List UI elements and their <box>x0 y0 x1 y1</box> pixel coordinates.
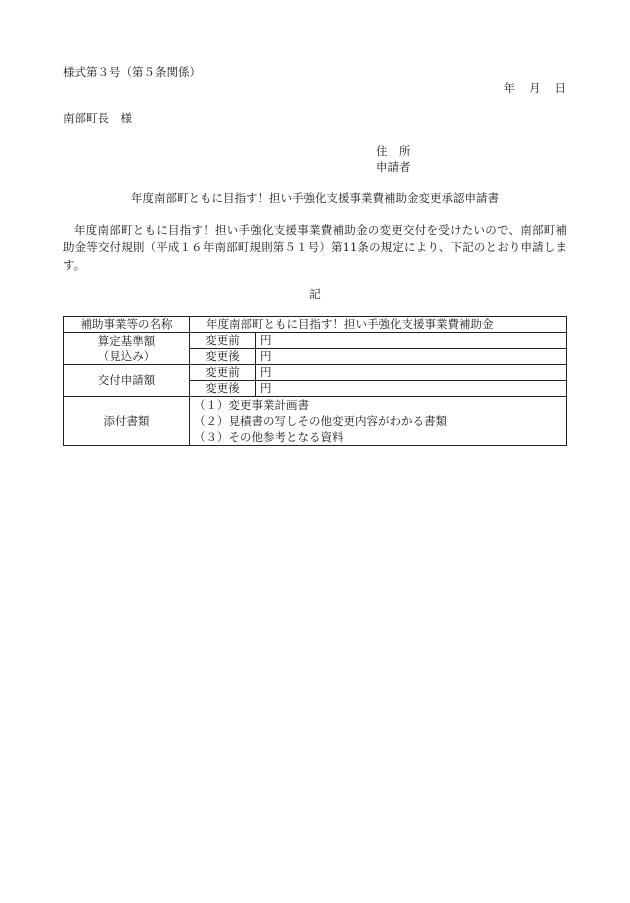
attachment-item: （３）その他参考となる資料 <box>194 430 344 444</box>
date-line <box>490 80 567 97</box>
standard-before-value: 円 <box>256 333 567 349</box>
project-name-label: 補助事業等の名称 <box>64 317 190 333</box>
applicant-label: 申請者 <box>376 160 411 174</box>
grant-after-label: 変更後 <box>190 381 256 397</box>
table-row <box>64 365 567 381</box>
date-year: 年 <box>503 81 515 95</box>
attachment-item: （２）見積書の写しその他変更内容がわかる書類 <box>194 414 447 428</box>
ki-heading: 記 <box>309 287 321 301</box>
standard-amount-label-2: （見込み） <box>97 348 156 363</box>
standard-before-label: 変更前 <box>190 333 256 349</box>
table-row <box>64 397 567 446</box>
grant-before-label: 変更前 <box>190 365 256 381</box>
document-title: 年度南部町ともに目指す！担い手強化支援事業費補助金変更承認申請書 <box>131 191 499 205</box>
table-row <box>64 333 567 349</box>
application-table <box>63 316 567 446</box>
grant-after-value: 円 <box>256 381 567 397</box>
addressee: 南部町長 様 <box>63 111 132 125</box>
date-month: 月 <box>529 81 541 95</box>
standard-amount-label-1: 算定基準額 <box>97 333 156 348</box>
address-label: 住 所 <box>376 144 411 158</box>
date-day: 日 <box>554 81 566 95</box>
attachments-list <box>190 397 567 446</box>
attachment-item: （１）変更事業計画書 <box>194 398 309 412</box>
standard-amount-label <box>64 333 190 365</box>
standard-after-value: 円 <box>256 349 567 365</box>
grant-amount-label: 交付申請額 <box>64 365 190 397</box>
project-name-value: 年度南部町ともに目指す！担い手強化支援事業費補助金 <box>190 317 567 333</box>
form-number: 様式第３号（第５条関係） <box>63 65 201 79</box>
attachments-label: 添付書類 <box>64 397 190 446</box>
table-row <box>64 317 567 333</box>
grant-before-value: 円 <box>256 365 567 381</box>
standard-after-label: 変更後 <box>190 349 256 365</box>
body-text: 年度南部町ともに目指す！担い手強化支援事業費補助金の変更交付を受けたいので、南部町補助金等交付規則（平成１６年南部町規則第５１号）第11条の規定により、下記のとおり申請します。 <box>63 223 567 272</box>
